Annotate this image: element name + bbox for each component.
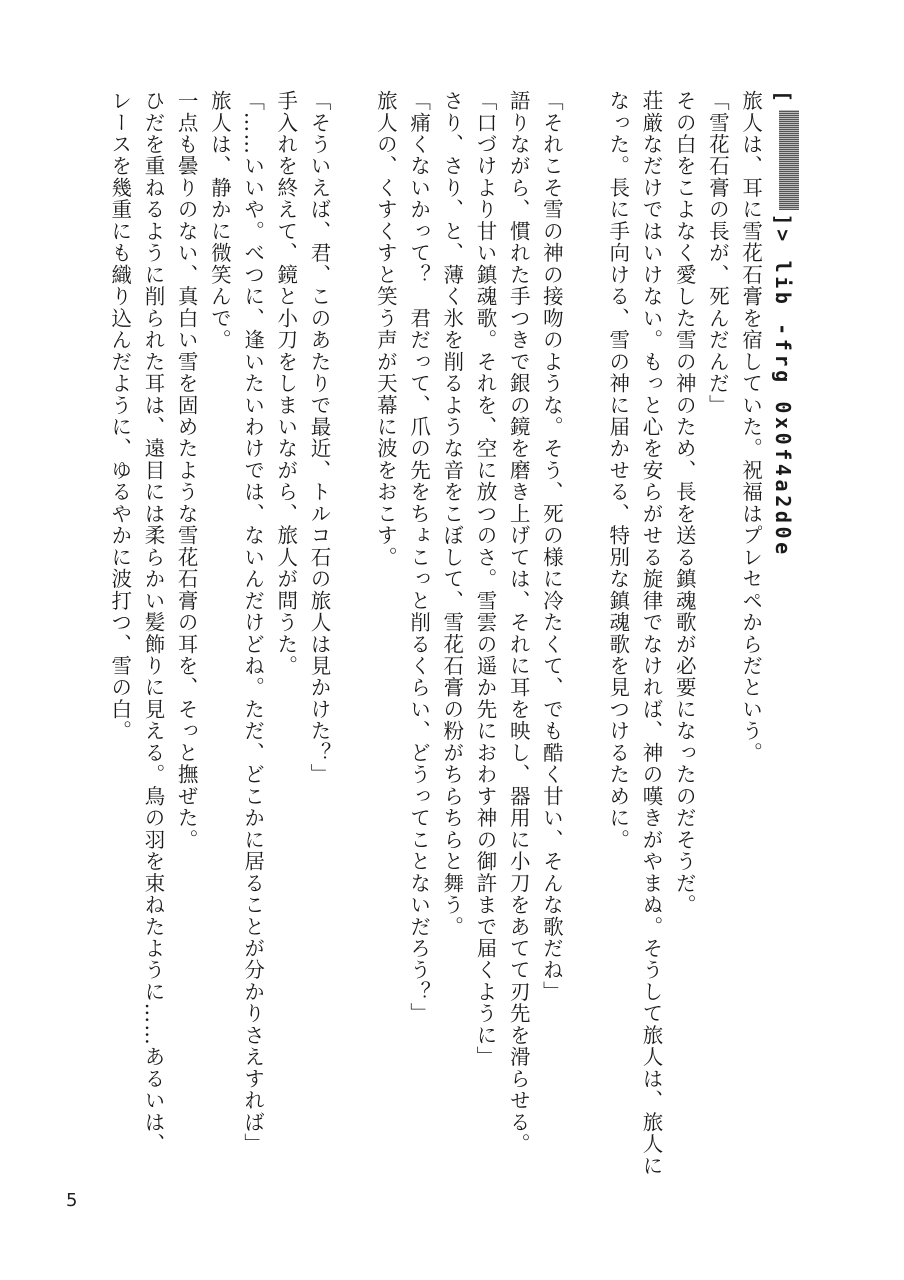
- text-line: 旅人は、静かに微笑んで。: [207, 90, 232, 351]
- text-line: 「それこそ雪の神の接吻のような。そう、死の様に冷たくて、でも酷く甘い、そんな歌だね」: [539, 90, 564, 1003]
- header-code-suffix: ]> lib -frg 0x0f4a2d0e: [771, 213, 795, 558]
- text-line: 「そういえば、君、このあたりで最近、トルコ石の旅人は見かけた？」: [306, 90, 331, 786]
- redacted-block: [779, 110, 799, 210]
- text-line: なった。長に手向ける、雪の神に届かせる、特別な鎮魂歌を見つけるために。: [605, 90, 630, 851]
- text-line: 語りながら、慣れた手つきで銀の鏡を磨き上げては、それに耳を映し、器用に小刀をあてて刃先を滑らせる。: [506, 90, 531, 1155]
- text-line: 「口づけより甘い鎮魂歌。それを、空に放つのさ。雪雲の遥か先におわす神の御許まで届くように」: [472, 90, 497, 1068]
- text-line: ひだを重ねるように削られた耳は、遠目には柔らかい髪飾りに見える。鳥の羽を束ねたように……あるいは、: [140, 90, 165, 1155]
- text-line: 一点も曇りのない、真白い雪を固めたような雪花石膏の耳を、そっと撫ぜた。: [174, 90, 199, 851]
- text-line: 荘厳なだけではいけない。もっと心を安らがせる旋律でなければ、神の嘆きがやまぬ。そうして旅人は、旅人に: [639, 90, 663, 1177]
- page-number: 5: [66, 1190, 78, 1211]
- header-code-line: [767, 90, 799, 1175]
- header-bracket-open: [: [771, 90, 795, 106]
- text-line: レースを幾重にも織り込んだように、ゆるやかに波打つ、雪の白。: [107, 90, 132, 742]
- paragraph-gap: [335, 90, 368, 1175]
- vertical-text-body: [103, 90, 799, 1175]
- text-line: 「雪花石膏の長が、死んだんだ」: [705, 90, 730, 416]
- text-line: 「痛くないかって？ 君だって、爪の先をちょこっと削るくらい、どうってことないだろう？」: [406, 90, 431, 1025]
- paragraph-gap: [567, 90, 600, 1175]
- text-line: さり、さり、と、薄く氷を削るような音をこぼして、雪花石膏の粉がちらちらと舞う。: [439, 90, 464, 938]
- text-line: 「……いいや。べつに、逢いたいわけでは、ないんだけどね。ただ、どこかに居ることが分かりさえすれば」: [240, 90, 265, 1155]
- text-line: 旅人は、耳に雪花石膏を宿していた。祝福はプレセペからだという。: [738, 90, 763, 764]
- text-line: 旅人の、くすくすと笑う声が天幕に波をおこす。: [373, 90, 398, 569]
- text-line: その白をこよなく愛した雪の神のため、長を送る鎮魂歌が必要になったのだそうだ。: [672, 90, 697, 916]
- text-line: 手入れを終えて、鏡と小刀をしまいながら、旅人が問うた。: [273, 90, 298, 677]
